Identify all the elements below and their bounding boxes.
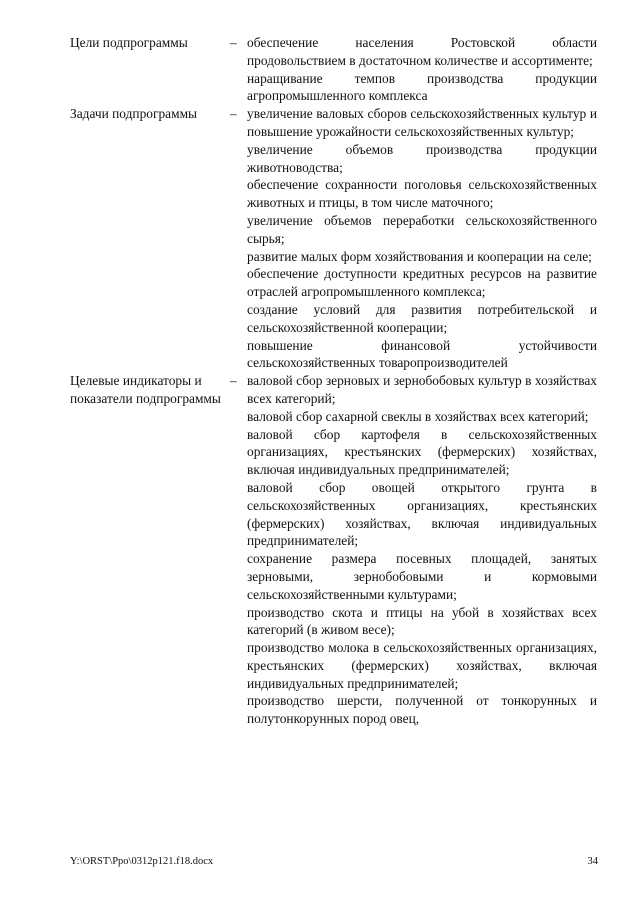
goals-row <box>70 34 600 105</box>
list-item: валовой сбор сахарной свеклы в хозяйствах всех категорий; <box>247 408 589 424</box>
list-item: валовой сбор зерновых и зернобобовых культур в хозяйствах всех категорий; <box>247 373 597 406</box>
list-item: развитие малых форм хозяйствования и кооперации на селе; <box>247 248 592 264</box>
list-item: увеличение объемов производства продукции животноводства; <box>247 141 597 175</box>
goals-items <box>247 34 597 105</box>
list-item: обеспечение сохранности поголовья сельскохозяйственных животных и птицы, в том числе маточного; <box>247 177 597 211</box>
list-item: создание условий для развития потребительской и сельскохозяйственной кооперации; <box>247 301 597 335</box>
list-item: увеличение объемов переработки сельскохозяйственного сырья; <box>247 212 597 246</box>
passport-table <box>70 34 600 728</box>
indicators-row <box>70 372 600 728</box>
list-item: обеспечение населения Ростовской области продовольствием в достаточном количестве и ассортименте; <box>247 35 597 68</box>
list-item: увеличение валовых сборов сельскохозяйственных культур и повышение урожайности сельскохозяйственных культур; <box>247 106 597 139</box>
list-item: сохранение размера посевных площадей, занятых зерновыми, зернобобовыми и кормовыми сельскохозяйственными культурами; <box>247 551 597 602</box>
goals-dash: – <box>230 35 237 50</box>
tasks-label: Задачи подпрограммы <box>70 106 198 122</box>
list-item: производство молока в сельскохозяйственных организациях, крестьянских (фермерских) хозяйствах, включая индивидуальных предпринимателей; <box>247 640 597 691</box>
goals-label: Цели подпрограммы <box>70 35 188 50</box>
indicators-label: Целевые индикаторы и показатели подпрограммы <box>70 373 221 407</box>
file-path: Y:\ORST\Ppo\0312p121.f18.docx <box>70 856 214 867</box>
tasks-dash: – <box>230 106 237 122</box>
page-footer <box>70 856 598 867</box>
list-item: наращивание темпов производства продукции агропромышленного комплекса <box>247 70 597 104</box>
list-item: производство скота и птицы на убой в хозяйствах всех категорий (в живом весе); <box>247 604 597 638</box>
indicators-items <box>247 372 597 728</box>
list-item: производство шерсти, полученной от тонкорунных и полутонкорунных пород овец, <box>247 693 597 727</box>
list-item: обеспечение доступности кредитных ресурсов на развитие отраслей агропромышленного комплекса; <box>247 266 597 300</box>
list-item: валовой сбор картофеля в сельскохозяйственных организациях, крестьянских (фермерских) хозяйствах, включая индивидуальных предпринимателей; <box>247 426 597 478</box>
indicators-dash: – <box>230 373 237 389</box>
tasks-items <box>247 105 597 372</box>
tasks-row <box>70 105 600 372</box>
list-item: валовой сбор овощей открытого грунта в сельскохозяйственных организациях, крестьянских (фермерских) хозяйствах, включая индивидуальных предпринимателей; <box>247 479 597 549</box>
list-item: повышение финансовой устойчивости сельскохозяйственных товаропроизводителей <box>247 337 597 371</box>
page-number: 34 <box>587 856 598 867</box>
